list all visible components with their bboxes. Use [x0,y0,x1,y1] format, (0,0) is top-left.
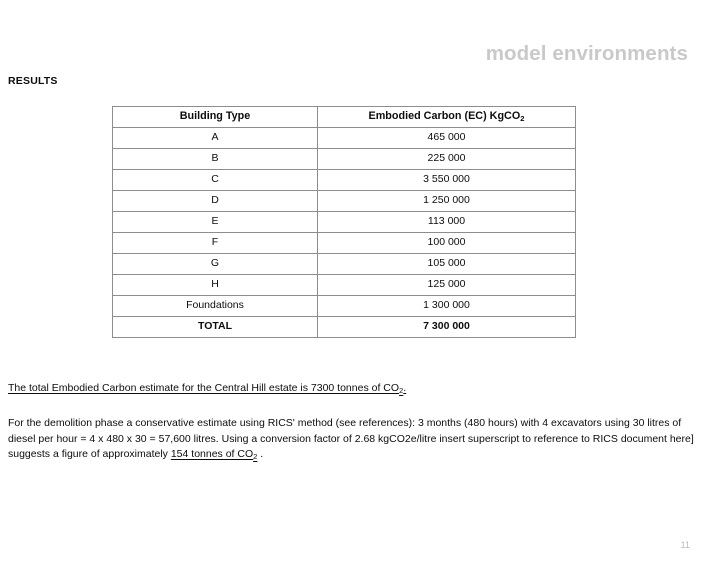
table-total-row [113,317,576,338]
cell-embodied-carbon: 465 000 [318,128,576,149]
table-row [113,191,576,212]
column-header-embodied-carbon-text: Embodied Carbon (EC) KgCO [368,110,521,123]
brand-title: model environments [485,42,688,65]
cell-total-value: 7 300 000 [318,317,576,338]
table-row [113,170,576,191]
table-row [113,254,576,275]
demolition-result-highlight: 154 tonnes of CO [170,448,254,461]
cell-embodied-carbon: 3 550 000 [318,170,576,191]
cell-building-type: F [113,233,318,254]
table-row [113,275,576,296]
total-estimate-statement-tail: . [403,382,407,394]
demolition-paragraph-body: For the demolition phase a conservative estimate using RICS' method (see references): 3 months (480 hours) with 4 excavators using 30 litres of diesel per hour = 4 x 480 x 30 = 57,600 litres. Using a conversion factor of 2.68 kgCO2e/litre insert superscript to reference to RICS document here] suggests a figure of approximately [8,417,694,461]
cell-building-type: E [113,212,318,233]
cell-embodied-carbon: 105 000 [318,254,576,275]
demolition-result-subscript: 2 [253,452,258,462]
cell-embodied-carbon: 100 000 [318,233,576,254]
table-row [113,233,576,254]
demolition-paragraph-tail: . [257,448,264,461]
column-header-embodied-carbon [318,107,576,128]
cell-embodied-carbon: 225 000 [318,149,576,170]
cell-embodied-carbon: 113 000 [318,212,576,233]
cell-embodied-carbon: 125 000 [318,275,576,296]
column-header-subscript: 2 [520,114,525,124]
cell-building-type: C [113,170,318,191]
page-number: 11 [680,540,690,550]
table-row [113,212,576,233]
table-row [113,128,576,149]
table-row [113,149,576,170]
cell-embodied-carbon: 1 250 000 [318,191,576,212]
cell-building-type: H [113,275,318,296]
page-title: RESULTS [8,75,58,87]
results-table [112,106,576,338]
cell-building-type: Foundations [113,296,318,317]
table-body [113,128,576,338]
cell-total-label: TOTAL [113,317,318,338]
cell-building-type: D [113,191,318,212]
column-header-building-type: Building Type [113,107,318,128]
cell-building-type: G [113,254,318,275]
cell-embodied-carbon: 1 300 000 [318,296,576,317]
total-estimate-statement-subscript: 2 [399,386,404,395]
cell-building-type: A [113,128,318,149]
table-row [113,296,576,317]
total-estimate-statement [8,381,406,395]
total-estimate-statement-text: The total Embodied Carbon estimate for the Central Hill estate is 7300 tonnes of CO [8,382,400,394]
cell-building-type: B [113,149,318,170]
demolition-phase-paragraph [8,416,698,463]
table-header-row [113,107,576,128]
